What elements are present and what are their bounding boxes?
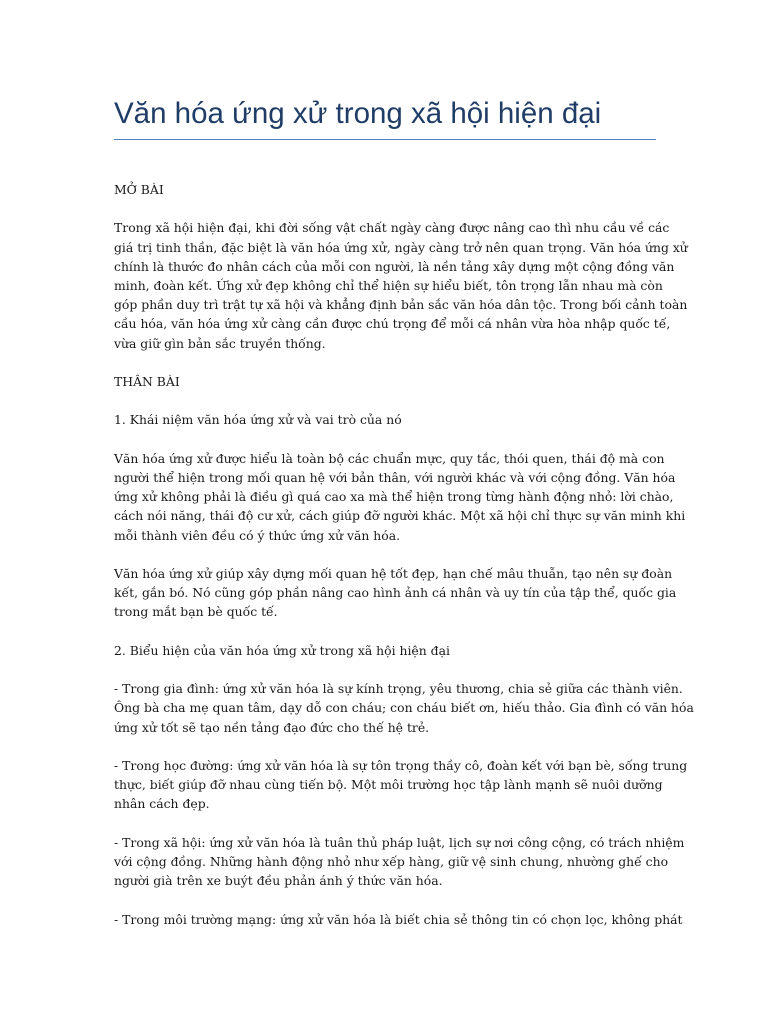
text-line: cách nói năng, thái độ cư xử, cách giúp đỡ người khác. Một xã hội chỉ thực sự văn minh khi: [114, 508, 686, 524]
paragraph: [114, 679, 694, 737]
text-line: cầu hóa, văn hóa ứng xử càng cần được chú trọng để mỗi cá nhân vừa hòa nhập quốc tế,: [114, 316, 671, 332]
text-line: THÂN BÀI: [114, 374, 180, 389]
text-line: - Trong xã hội: ứng xử văn hóa là tuân thủ pháp luật, lịch sự nơi công cộng, có trách nhiệm: [114, 834, 685, 850]
text-line: - Trong môi trường mạng: ứng xử văn hóa là biết chia sẻ thông tin có chọn lọc, không phát: [114, 911, 683, 927]
text-line: vừa giữ gìn bản sắc truyền thống.: [114, 335, 326, 351]
paragraph: [114, 641, 656, 660]
text-line: góp phần duy trì trật tự xã hội và khẳng định bản sắc văn hóa dân tộc. Trong bối cảnh toàn: [114, 297, 688, 313]
paragraph: [114, 564, 677, 622]
text-line: thực, biết giúp đỡ nhau cùng tiến bộ. Một môi trường học tập lành mạnh sẽ nuôi dưỡng: [114, 777, 663, 793]
paragraph: [114, 833, 685, 891]
text-line: minh, đoàn kết. Ứng xử đẹp không chỉ thể hiện sự hiểu biết, tôn trọng lẫn nhau mà còn: [114, 278, 663, 293]
text-line: MỞ BÀI: [114, 182, 164, 197]
paragraph: [114, 756, 688, 814]
paragraph: [114, 218, 688, 352]
text-line: ứng xử tốt sẽ tạo nền tảng đạo đức cho thế hệ trẻ.: [114, 719, 430, 735]
text-line: mỗi thành viên đều có ý thức ứng xử văn hóa.: [114, 527, 401, 543]
paragraph: [114, 910, 683, 929]
text-line: với cộng đồng. Những hành động nhỏ như xếp hàng, giữ vệ sinh chung, nhường ghế cho: [114, 853, 669, 869]
text-line: chính là thước đo nhân cách của mỗi con người, là nền tảng xây dựng một cộng đồng văn: [114, 258, 675, 274]
paragraph: [114, 449, 686, 545]
document-body: [114, 180, 694, 948]
paragraph: [114, 372, 656, 391]
text-line: người già trên xe buýt đều phản ánh ý thức văn hóa.: [114, 873, 443, 889]
text-line: kết, gắn bó. Nó cũng góp phần nâng cao hình ảnh cá nhân và uy tín của tập thể, quốc gia: [114, 585, 677, 601]
text-line: trong mắt bạn bè quốc tế.: [114, 604, 278, 620]
text-line: nhân cách đẹp.: [114, 796, 210, 812]
title-underline: [114, 139, 656, 140]
text-line: Văn hóa ứng xử được hiểu là toàn bộ các chuẩn mực, quy tắc, thói quen, thái độ mà con: [114, 450, 665, 466]
text-line: Ông bà cha mẹ quan tâm, dạy dỗ con cháu; con cháu biết ơn, hiếu thảo. Gia đình có văn hóa: [114, 700, 694, 716]
text-line: giá trị tinh thần, đặc biệt là văn hóa ứng xử, ngày càng trở nên quan trọng. Văn hóa ứng xử: [114, 239, 688, 255]
text-line: người thể hiện trong mối quan hệ với bản thân, với người khác và với cộng đồng. Văn hóa: [114, 469, 676, 485]
text-line: 2. Biểu hiện của văn hóa ứng xử trong xã hội hiện đại: [114, 642, 450, 658]
paragraph: [114, 180, 656, 199]
paragraph: [114, 410, 656, 429]
text-line: - Trong học đường: ứng xử văn hóa là sự tôn trọng thầy cô, đoàn kết với bạn bè, sống trung: [114, 757, 688, 773]
text-line: ứng xử không phải là điều gì quá cao xa mà thể hiện trong từng hành động nhỏ: lời chào,: [114, 489, 674, 505]
document-title: Văn hóa ứng xử trong xã hội hiện đại: [114, 97, 602, 130]
text-line: Trong xã hội hiện đại, khi đời sống vật chất ngày càng được nâng cao thì nhu cầu về các: [114, 220, 670, 236]
text-line: - Trong gia đình: ứng xử văn hóa là sự kính trọng, yêu thương, chia sẻ giữa các thành viên.: [114, 681, 683, 697]
text-line: 1. Khái niệm văn hóa ứng xử và vai trò của nó: [114, 412, 402, 428]
text-line: Văn hóa ứng xử giúp xây dựng mối quan hệ tốt đẹp, hạn chế mâu thuẫn, tạo nên sự đoàn: [114, 565, 673, 581]
